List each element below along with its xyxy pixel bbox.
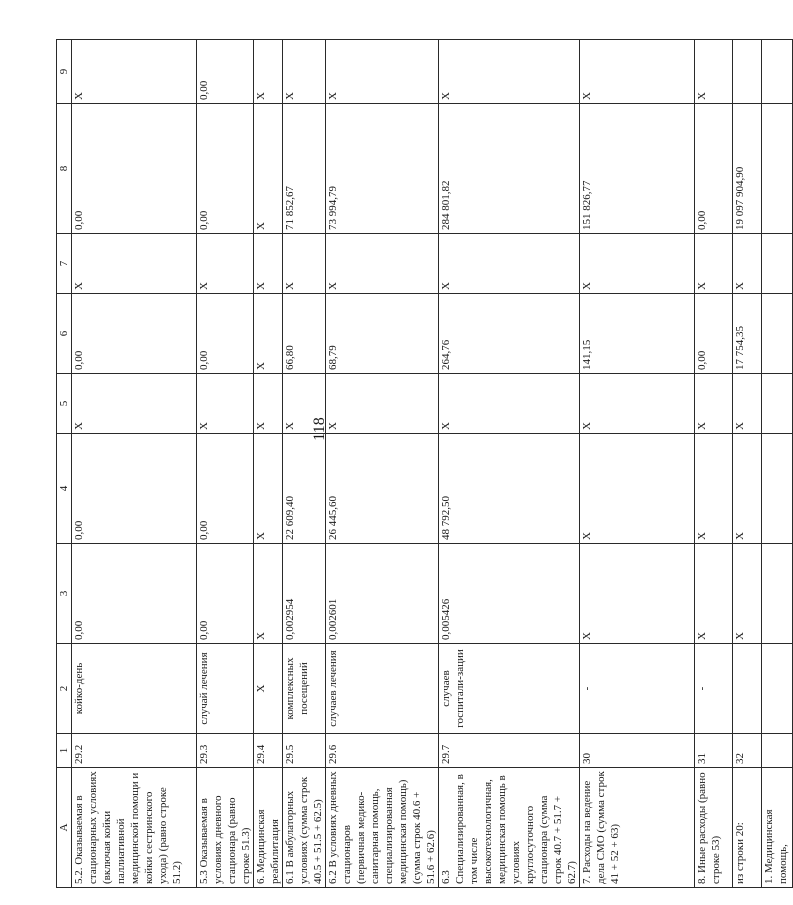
table-cell: Х: [695, 434, 733, 544]
row-label-cell: 7. Расходы на ведение дела СМО (сумма строк 41 + 52 + 63): [580, 768, 695, 888]
table-cell: Х: [197, 374, 254, 434]
column-header: 7: [57, 234, 72, 294]
table-cell: комплексных посещений: [283, 644, 326, 734]
row-label-cell: 5.3 Оказываемая в условиях дневного стационара (равно строке 51.3): [197, 768, 254, 888]
table-cell: [762, 40, 793, 104]
table-cell: Х: [326, 40, 439, 104]
table-cell: 66,80: [283, 294, 326, 374]
table-cell: [762, 644, 793, 734]
table-cell: 0,00: [197, 40, 254, 104]
table-cell: Х: [254, 294, 283, 374]
rotated-table-page: [56, 40, 789, 888]
table-cell: 0,002601: [326, 544, 439, 644]
table-cell: Х: [695, 544, 733, 644]
table-cell: 17 754,35: [733, 294, 762, 374]
column-header: 5: [57, 374, 72, 434]
table-cell: 29.5: [283, 734, 326, 768]
table-cell: Х: [283, 374, 326, 434]
column-header: 4: [57, 434, 72, 544]
table-cell: Х: [72, 374, 197, 434]
table-cell: Х: [733, 544, 762, 644]
table-cell: Х: [197, 234, 254, 294]
table-cell: 0,00: [72, 544, 197, 644]
table-cell: Х: [733, 234, 762, 294]
table-cell: [762, 734, 793, 768]
table-cell: 29.7: [439, 734, 580, 768]
table-cell: 0,005426: [439, 544, 580, 644]
table-body: [72, 40, 793, 888]
table-cell: 0,002954: [283, 544, 326, 644]
table-cell: 0,00: [197, 544, 254, 644]
column-header: 1: [57, 734, 72, 768]
table-cell: Х: [72, 234, 197, 294]
row-label-cell: из строки 20:: [733, 768, 762, 888]
row-label-cell: 8. Иные расходы (равно строке 53): [695, 768, 733, 888]
table-cell: случаев лечения: [326, 644, 439, 734]
table-cell: Х: [326, 234, 439, 294]
table-cell: 0,00: [72, 294, 197, 374]
table-cell: случаев госпитали-зации: [439, 644, 580, 734]
row-label-cell: 6.1 В амбулаторных условиях (сумма строк 40.5 + 51.5 + 62.5): [283, 768, 326, 888]
table-cell: Х: [326, 374, 439, 434]
table-cell: Х: [439, 40, 580, 104]
table-cell: [733, 40, 762, 104]
table-cell: 151 826,77: [580, 104, 695, 234]
table-cell: Х: [254, 544, 283, 644]
table-cell: [762, 434, 793, 544]
row-label-cell: 6.3 Специализированная, в том числе высокотехнологичная, медицинская помощь в условиях круглосуточного стационара (сумма строк 40.7 + 51.7 + 62.7): [439, 768, 580, 888]
table-cell: 0,00: [695, 104, 733, 234]
table-cell: 264,76: [439, 294, 580, 374]
table-cell: 29.2: [72, 734, 197, 768]
table-cell: Х: [283, 234, 326, 294]
column-header: А: [57, 768, 72, 888]
table-cell: 31: [695, 734, 733, 768]
column-header: 6: [57, 294, 72, 374]
table-cell: Х: [439, 234, 580, 294]
table-row: [197, 40, 254, 888]
table-cell: 71 852,67: [283, 104, 326, 234]
table-row: [439, 40, 580, 888]
table-cell: Х: [580, 40, 695, 104]
table-row: [762, 40, 793, 888]
table-cell: Х: [580, 544, 695, 644]
table-cell: 0,00: [72, 434, 197, 544]
table-cell: Х: [695, 374, 733, 434]
table-cell: 29.3: [197, 734, 254, 768]
table-cell: 141,15: [580, 294, 695, 374]
table-cell: Х: [254, 434, 283, 544]
table-cell: -: [695, 644, 733, 734]
row-label-cell: 1. Медицинская помощь,: [762, 768, 793, 888]
table-cell: [733, 644, 762, 734]
table-cell: 0,00: [197, 434, 254, 544]
table-cell: Х: [72, 40, 197, 104]
table-cell: 48 792,50: [439, 434, 580, 544]
row-label-cell: 6.2 В условиях дневных стационаров (первичная медико-санитарная помощь, специализированная медицинская помощь) (сумма строк 40.6 + 51.6 + 62.6): [326, 768, 439, 888]
table-row: [254, 40, 283, 888]
table-cell: 26 445,60: [326, 434, 439, 544]
table-cell: [762, 374, 793, 434]
table-cell: 0,00: [695, 294, 733, 374]
table-row: [326, 40, 439, 888]
table-cell: 29.6: [326, 734, 439, 768]
header-row: [57, 40, 72, 888]
table-cell: 73 994,79: [326, 104, 439, 234]
table-cell: Х: [580, 434, 695, 544]
table-cell: Х: [283, 40, 326, 104]
table-cell: Х: [254, 234, 283, 294]
table-cell: 29.4: [254, 734, 283, 768]
table-row: [72, 40, 197, 888]
table-cell: Х: [580, 234, 695, 294]
table-cell: 0,00: [197, 104, 254, 234]
table-cell: [762, 544, 793, 644]
table-cell: Х: [580, 374, 695, 434]
row-label-cell: 5.2. Оказываемая в стационарных условиях (включая койки паллиативной медицинской помощи и койки сестринского ухода) (равно строке 51.2): [72, 768, 197, 888]
column-header: 8: [57, 104, 72, 234]
table-cell: 0,00: [72, 104, 197, 234]
table-cell: 30: [580, 734, 695, 768]
table-cell: Х: [733, 434, 762, 544]
table-cell: 32: [733, 734, 762, 768]
table-cell: [762, 234, 793, 294]
table-row: [283, 40, 326, 888]
table-cell: Х: [695, 234, 733, 294]
table-cell: случай лечения: [197, 644, 254, 734]
table-cell: 22 609,40: [283, 434, 326, 544]
table-row: [733, 40, 762, 888]
table-cell: [762, 104, 793, 234]
table-cell: Х: [695, 40, 733, 104]
column-header: 9: [57, 40, 72, 104]
table-cell: Х: [254, 644, 283, 734]
table-cell: Х: [439, 374, 580, 434]
table-cell: 0,00: [197, 294, 254, 374]
table-cell: [762, 294, 793, 374]
table-cell: койко-день: [72, 644, 197, 734]
table-cell: 19 097 904,90: [733, 104, 762, 234]
table-row: [580, 40, 695, 888]
column-header: 2: [57, 644, 72, 734]
table-cell: Х: [254, 374, 283, 434]
table-cell: Х: [254, 104, 283, 234]
financing-table: [56, 39, 793, 888]
table-cell: 284 801,82: [439, 104, 580, 234]
table-cell: -: [580, 644, 695, 734]
table-cell: Х: [254, 40, 283, 104]
table-row: [695, 40, 733, 888]
table-cell: Х: [733, 374, 762, 434]
table-cell: 68,79: [326, 294, 439, 374]
page-number: 118: [311, 417, 328, 441]
column-header: 3: [57, 544, 72, 644]
row-label-cell: 6. Медицинская реабилитация: [254, 768, 283, 888]
